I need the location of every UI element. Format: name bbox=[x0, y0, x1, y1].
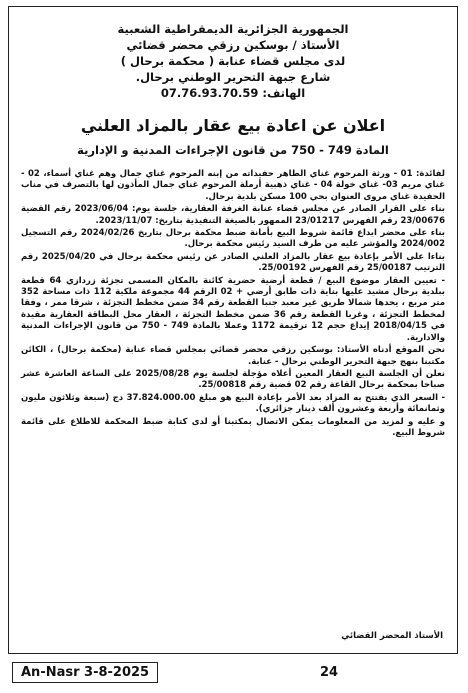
paragraph-price: - السعر الذي يفتتح به المزاد بعد الأمر بإعادة البيع هو مبلغ 37.824.000.00 دج (سبعة وثلاثون مليون وثمانمائة وأربعة وعشرون ألف دينار جزائري). bbox=[21, 392, 445, 415]
phone-label: الهاتف: bbox=[262, 86, 306, 100]
page-footer bbox=[8, 656, 458, 688]
notice-subtitle: المادة 749 - 750 من قانون الإجراءات المدنية و الإدارية bbox=[77, 143, 389, 157]
signature: الأستاذ المحضر القضائي bbox=[341, 631, 443, 641]
notice-header bbox=[9, 7, 457, 101]
legal-notice bbox=[8, 6, 458, 654]
notice-body bbox=[9, 169, 457, 439]
paragraph-conditions: بناء على محضر ايداع قائمة شروط البيع بأمانة ضبط محكمة برحال بتاريخ 2024/02/26 رقم التسجيل 2024/002 والمؤشر عليه من طرف السيد رئيس محكمة برحال. bbox=[21, 228, 445, 250]
paragraph-property: - تعيين العقار موضوع البيع / قطعة أرضية حضرية كائنة بالمكان المسمى تجزئة زردازي 64 قطعة ببلدية برحال مشيد عليها بناية ذات طابق أرضي + 02 الرقم 44 مجموعة ملكية 112 ذات مساحة 352 متر مربع ، يحدها شمالا طريق غير معبد جنبا القطعة رقم 34 ضمن مخطط التجزئة ، شرقا ممر ، وفقا لمخطط التجزئة ، وغربا القطعة رقم 36 ضمن مخطط التجزئة ، العقار محل البطاقة العقارية مقيدة في 2018/04/15 إيداع حجم 12 ترقيمة 1172 وعملا بالمادة 749 - 750 من قانون الإجراءات المدنية والادارية. bbox=[21, 275, 446, 343]
header-republic: الجمهورية الجزائرية الديمقراطية الشعبية bbox=[117, 22, 349, 36]
header-bailiff: الأستاذ / بوسكين رزقي محضر قضائي bbox=[126, 38, 340, 52]
page-number: 24 bbox=[320, 664, 339, 680]
header-court: لدى مجلس قضاء عنابة ( محكمة برحال ) bbox=[120, 54, 346, 68]
paragraph-contact: و عليه و لمزيد من المعلومات يمكن الاتصال بمكتبنا أو لدى كتابة ضبط المحكمة للاطلاع على قائمة شروط البيع. bbox=[21, 416, 445, 438]
paragraph-decision: بناء على القرار الصادر عن مجلس قضاء عنابة الغرفة العقارية، جلسة يوم: 2023/06/04 رقم القضية 23/00676 رقم الفهرس 23/01217 الممهور بالصيغة التنفيذية بتاريخ: 2023/11/07. bbox=[21, 204, 445, 226]
paragraph-bailiff: نحن الموقع أدناه الأستاذ: بوسكين رزقي محضر قضائي بمجلس قضاء عنابة (محكمة برحال) ، الكائن مكتبنا بنهج جبهة التحرير الوطني برحال - عنابة. bbox=[21, 345, 445, 367]
paragraph-beneficiaries: لفائدة: 01 - ورثة المرحوم غناي الطاهر حفيداته من إبنه المرحوم غناي جمال وهم غناي أسماء، 02 - غناي مريم 03- غناي خولة 04 - غناي ذهبية أرملة المرحوم غناي جمال المأذون لها بالتصرف في مناب الحفيدة غناي مروى العنوان بحي 100 مسكن بلدية برحال. bbox=[21, 169, 445, 202]
header-address: شارع جبهة التحرير الوطني برحال. bbox=[135, 70, 331, 84]
publication-label: An-Nasr 3-8-2025 bbox=[12, 662, 158, 683]
paragraph-resale-order: بناءا على الأمر بإعادة بيع عقار بالمزاد العلني الصادر عن رئيس محكمة برحال في 2025/04/20 رقم الترتيب 25/00187 رقم الفهرس 25/00192. bbox=[21, 251, 446, 274]
phone-number: 07.76.93.70.59 bbox=[160, 86, 259, 100]
header-phone-row bbox=[9, 85, 457, 101]
paragraph-session: نعلن أن الجلسة البيع العقار المعين أعلاه مؤجلة لجلسة يوم 2025/08/28 على الساعة العاشرة عشر صباحا بمحكمة برحال القاعة رقم 02 قضية رقم 25/00818. bbox=[21, 368, 445, 391]
notice-title: اعلان عن اعادة بيع عقار بالمزاد العلني bbox=[80, 116, 386, 135]
